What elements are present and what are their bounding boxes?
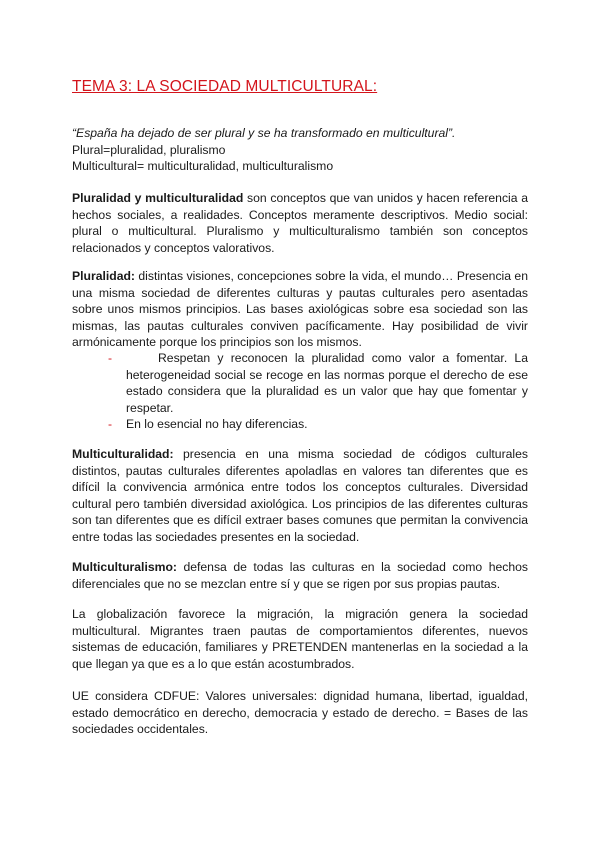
paragraph-text: defensa de todas las culturas en la sociedad como hechos diferenciales que no se mezclan entre sí y que se rigen por sus propias pautas. <box>72 560 528 591</box>
list-item <box>108 416 528 433</box>
paragraph-globalizacion: La globalización favorece la migración, la migración genera la sociedad multicultural. Migrantes traen pautas de comportamientos diferentes, nuevos sistemas de educación, familiares y PRETENDEN mantenerlas en la sociedad a la que llegan ya que es a lo que están acostumbrados. <box>72 607 528 671</box>
paragraph-ue: UE considera CDFUE: Valores universales: dignidad humana, libertad, igualdad, estado democrático en derecho, democracia y estado de derecho. = Bases de las sociedades occidentales. <box>72 689 528 737</box>
dash-bullet: - <box>108 417 113 432</box>
paragraph-pluralidad-multiculturalidad <box>72 190 528 256</box>
list-item <box>108 350 528 416</box>
dash-bullet: - <box>108 351 113 365</box>
bullet-list <box>108 350 528 433</box>
term-pluralidad: Pluralidad: <box>72 269 135 283</box>
paragraph-pluralidad <box>72 268 528 351</box>
paragraph-text: son conceptos que van unidos y hacen referencia a hechos sociales, a realidades. Conceptos meramente descriptivos. Medio social: plural o multicultural. Pluralismo y multiculturalismo también son conceptos relacionados y conceptos valorativos. <box>72 191 529 255</box>
term-multiculturalismo: Multiculturalismo: <box>72 560 177 574</box>
definition-multicultural: Multicultural= multiculturalidad, multiculturalismo <box>72 159 334 174</box>
intro-block <box>72 125 528 175</box>
paragraph-multiculturalidad <box>72 446 528 546</box>
page-title: TEMA 3: LA SOCIEDAD MULTICULTURAL: <box>72 78 378 95</box>
definition-plural: Plural=pluralidad, pluralismo <box>72 142 226 157</box>
paragraph-text: presencia en una misma sociedad de códigos culturales distintos, pautas culturales diferentes apoladlas en valores tan diferentes que es difícil la convivencia armónica entre todos los conceptos culturales. Diversidad cultural pero también diversidad axiológica. Los principios de las diferentes culturas son tan diferentes que es difícil extraer bases comunes que permitan la convivencia entre todas las sociedades presentes en la sociedad. <box>72 447 528 544</box>
list-item-text: Respetan y reconocen la pluralidad como valor a fomentar. La heterogeneidad social se recoge en las normas porque el derecho de ese estado considera que la pluralidad es un valor que hay que fomentar y respetar. <box>126 351 528 415</box>
paragraph-multiculturalismo <box>72 559 528 592</box>
list-item-text: En lo esencial no hay diferencias. <box>126 417 308 432</box>
paragraph-text: distintas visiones, concepciones sobre la vida, el mundo… Presencia en una misma sociedad de diferentes culturas y pautas culturales pero asentadas sobre unos mismos principios. Las bases axiológicas sobre esa sociedad son las mismas, las pautas culturales conviven pacíficamente. Hay posibilidad de vivir armónicamente porque los principios son los mismos. <box>72 269 528 350</box>
term-pluralidad-multiculturalidad: Pluralidad y multiculturalidad <box>72 191 244 205</box>
quote: “España ha dejado de ser plural y se ha transformado en multicultural”. <box>72 126 456 140</box>
term-multiculturalidad: Multiculturalidad: <box>72 447 174 461</box>
